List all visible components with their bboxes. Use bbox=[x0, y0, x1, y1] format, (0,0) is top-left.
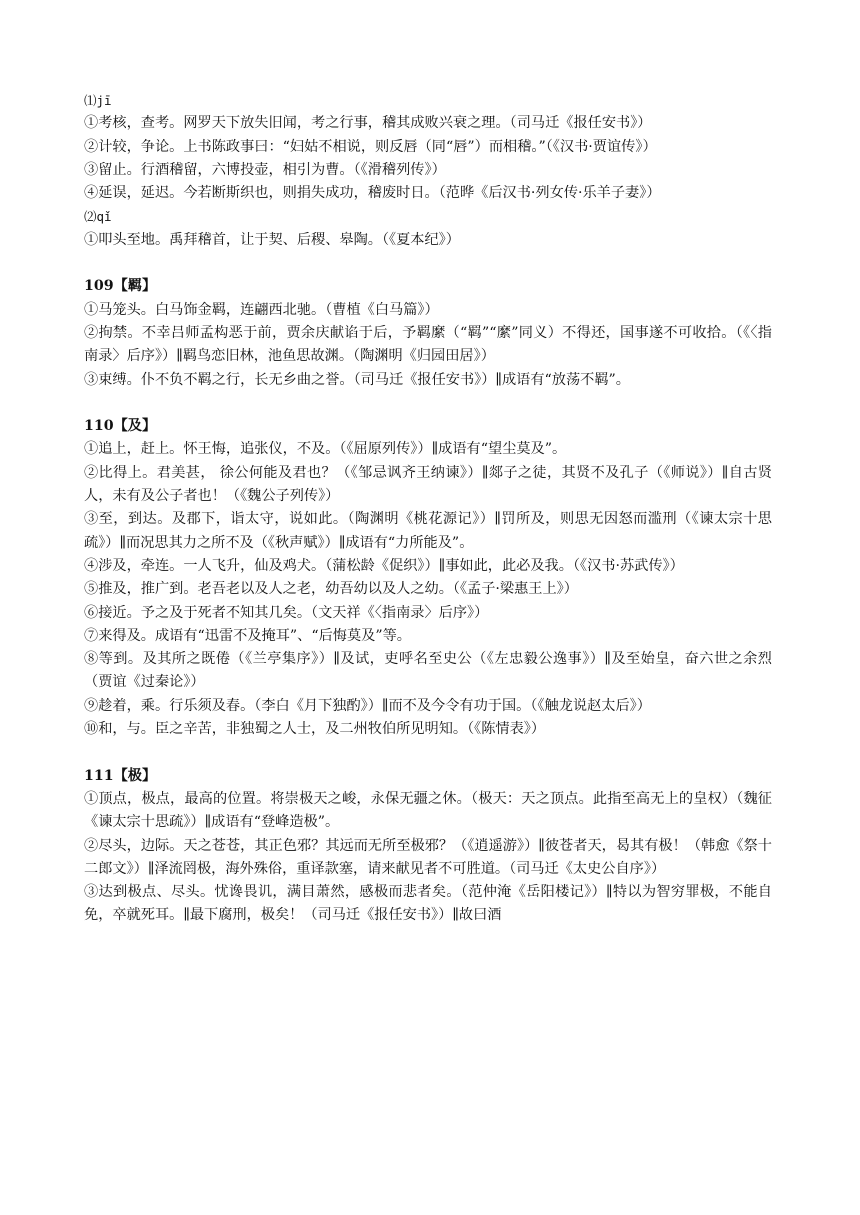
definition-line: ③留止。行酒稽留，六博投壶，相引为曹。（《滑稽列传》） bbox=[84, 161, 446, 178]
definition-line: ③至，到达。及郡下，诣太守，说如此。（陶渊明《桃花源记》）∥罚所及，则思无因怒而滥刑（《谏太宗十思疏》）∥而况思其力之所不及（《秋声赋》）∥成语有“力所能及”。 bbox=[84, 511, 772, 551]
definition-line: ④涉及，牵连。一人飞升，仙及鸡犬。（蒲松龄《促织》）∥事如此，此必及我。（《汉书·苏武传》） bbox=[84, 557, 684, 574]
entry-heading-109: 109【羁】 bbox=[84, 278, 157, 295]
definition-line: ⑥接近。予之及于死者不知其几矣。（文天祥《〈指南录〉后序》） bbox=[84, 604, 489, 621]
definition-line: ①追上，赶上。怀王悔，追张仪，不及。（《屈原列传》）∥成语有“望尘莫及”。 bbox=[84, 441, 567, 458]
entry-heading-111: 111【极】 bbox=[84, 767, 157, 784]
definition-line: ②计较，争论。上书陈政事曰：“妇姑不相说，则反唇（同“唇”）而相稽。”（《汉书·贾谊传》） bbox=[84, 138, 657, 155]
definition-line: ②拘禁。不幸吕师孟构恶于前，贾余庆献谄于后，予羁縻（“羁”“縻”同义）不得还，国事遂不可收拾。（《〈指南录〉后序》）∥羁鸟恋旧林，池鱼思故渊。（陶渊明《归园田居》） bbox=[84, 324, 772, 365]
definition-line: ②比得上。君美甚， 徐公何能及君也？（《邹忌讽齐王纳谏》）∥郯子之徒，其贤不及孔子（《师说》）∥自古贤人，未有及公子者也！（《魏公子列传》） bbox=[84, 464, 772, 505]
definition-line: ⑨趁着，乘。行乐须及春。（李白《月下独酌》）∥而不及今令有功于国。（《触龙说赵太后》） bbox=[84, 697, 651, 714]
definition-line: ②尽头，边际。天之苍苍，其正色邪？其远而无所至极邪？（《逍遥游》）∥彼苍者天，曷其有极！（韩愈《祭十二郎文》）∥泽流罔极，海外殊俗，重译款塞，请来献见者不可胜道。（司马迁《太史公自序》） bbox=[84, 837, 772, 877]
subheading-ji: ⑴jī bbox=[84, 93, 112, 108]
definition-line: ⑤推及，推广到。老吾老以及人之老，幼吾幼以及人之幼。（《孟子·梁惠王上》） bbox=[84, 581, 578, 598]
definition-line: ④延误，延迟。今若断斯织也，则捐失成功，稽废时日。（范晔《后汉书·列女传·乐羊子妻》） bbox=[84, 185, 661, 202]
definition-line: ①叩头至地。禹拜稽首，让于契、后稷、皋陶。（《夏本纪》） bbox=[84, 231, 460, 248]
definition-line: ①顶点，极点，最高的位置。将崇极天之峻，永保无疆之休。（极天：天之顶点。此指至高无上的皇权）（魏征《谏太宗十思疏》）∥成语有“登峰造极”。 bbox=[84, 790, 772, 831]
definition-line: ⑦来得及。成语有“迅雷不及掩耳”、“后悔莫及”等。 bbox=[84, 627, 411, 644]
document-page bbox=[84, 89, 772, 928]
definition-line: ③束缚。仆不负不羁之行，长无乡曲之誉。（司马迁《报任安书》）∥成语有“放荡不羁”。 bbox=[84, 371, 630, 388]
definition-line: ⑧等到。及其所之既倦（《兰亭集序》）∥及试，吏呼名至史公（《左忠毅公逸事》）∥及至始皇，奋六世之余烈（贾谊《过秦论》） bbox=[84, 651, 772, 691]
definition-line: ①考核，查考。网罗天下放失旧闻，考之行事，稽其成败兴衰之理。（司马迁《报任安书》） bbox=[84, 115, 652, 132]
subheading-qi: ⑵qǐ bbox=[84, 209, 112, 225]
definition-line: ⑩和，与。臣之辛苦，非独蜀之人士，及二州牧伯所见明知。（《陈情表》） bbox=[84, 721, 546, 738]
entry-heading-110: 110【及】 bbox=[84, 418, 157, 435]
definition-line: ①马笼头。白马饰金羁，连翩西北驰。（曹植《白马篇》） bbox=[84, 301, 439, 318]
definition-line: ③达到极点、尽头。忧谗畏讥，满目萧然，感极而悲者矣。（范仲淹《岳阳楼记》）∥特以为智穷罪极，不能自免，卒就死耳。∥最下腐刑，极矣！（司马迁《报任安书》）∥故曰酒 bbox=[84, 884, 772, 924]
